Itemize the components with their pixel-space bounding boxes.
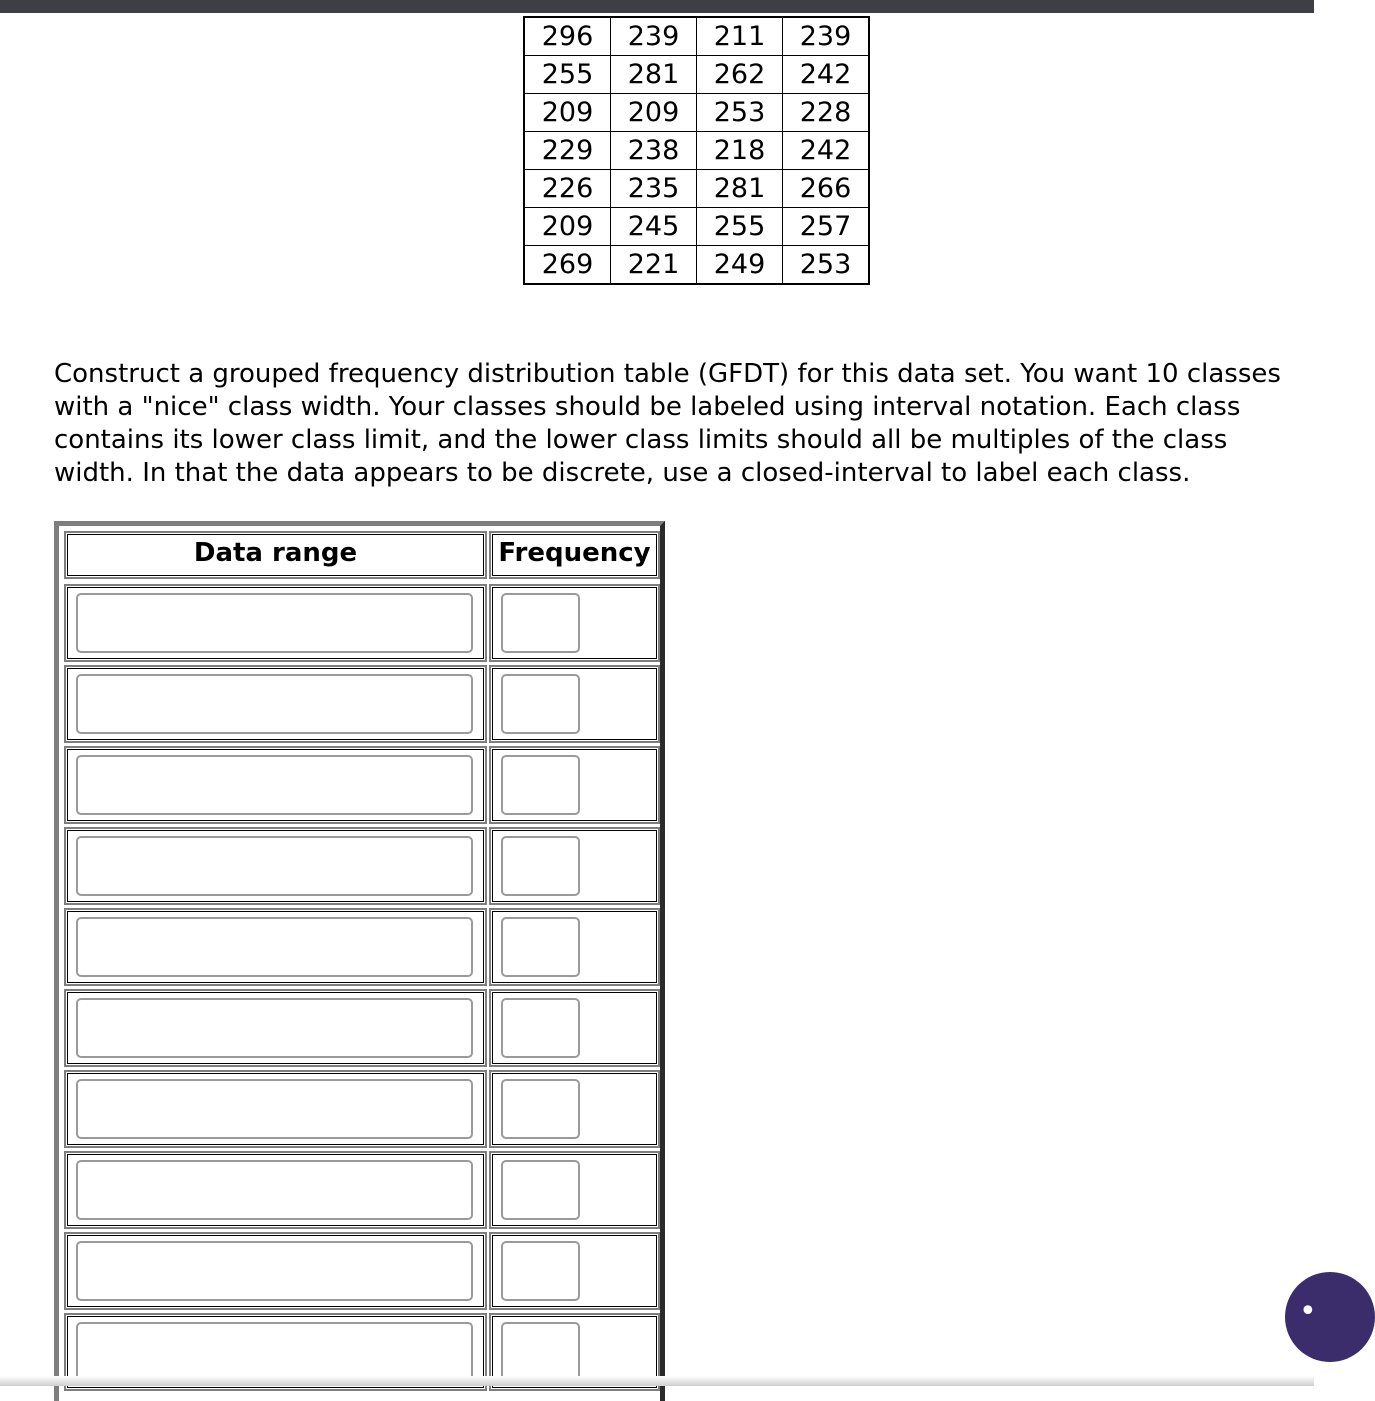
header-data-range: Data range: [64, 531, 487, 579]
data-cell: 218: [697, 132, 783, 170]
frequency-input[interactable]: [501, 755, 580, 815]
data-range-cell: [64, 989, 487, 1067]
chat-icon: •: [1299, 1294, 1317, 1329]
data-cell: 239: [783, 17, 870, 56]
frequency-input[interactable]: [501, 674, 580, 734]
data-cell: 242: [783, 132, 870, 170]
frequency-input[interactable]: [501, 1079, 580, 1139]
data-cell: 269: [524, 246, 611, 285]
data-range-input[interactable]: [76, 917, 473, 977]
data-row: [524, 132, 869, 170]
frequency-cell: [489, 989, 660, 1067]
data-cell: 209: [524, 94, 611, 132]
data-row: [524, 170, 869, 208]
data-range-input[interactable]: [76, 755, 473, 815]
gfdt-table: [54, 521, 665, 1401]
data-cell: 221: [611, 246, 697, 285]
data-range-input[interactable]: [76, 1241, 473, 1301]
data-cell: 262: [697, 56, 783, 94]
frequency-input[interactable]: [501, 998, 580, 1058]
data-cell: 239: [611, 17, 697, 56]
data-cell: 235: [611, 170, 697, 208]
frequency-cell: [489, 908, 660, 986]
data-cell: 226: [524, 170, 611, 208]
data-range-cell: [64, 584, 487, 662]
frequency-cell: [489, 1151, 660, 1229]
frequency-input[interactable]: [501, 1160, 580, 1220]
data-cell: 211: [697, 17, 783, 56]
data-cell: 255: [524, 56, 611, 94]
frequency-cell: [489, 827, 660, 905]
data-cell: 228: [783, 94, 870, 132]
data-range-cell: [64, 827, 487, 905]
data-range-input[interactable]: [76, 1079, 473, 1139]
frequency-input[interactable]: [501, 836, 580, 896]
frequency-input[interactable]: [501, 917, 580, 977]
frequency-cell: [489, 1232, 660, 1310]
data-range-input[interactable]: [76, 1322, 473, 1382]
data-row: [524, 94, 869, 132]
data-cell: 242: [783, 56, 870, 94]
data-range-cell: [64, 665, 487, 743]
data-cell: 238: [611, 132, 697, 170]
page-bottom-fade: [0, 1376, 1314, 1386]
frequency-input[interactable]: [501, 593, 580, 653]
data-row: [524, 246, 869, 285]
data-cell: 249: [697, 246, 783, 285]
data-range-input[interactable]: [76, 593, 473, 653]
data-cell: 266: [783, 170, 870, 208]
browser-top-bar: [0, 0, 1314, 13]
data-range-input[interactable]: [76, 836, 473, 896]
frequency-cell: [489, 1070, 660, 1148]
frequency-cell: [489, 665, 660, 743]
data-cell: 209: [611, 94, 697, 132]
data-row: [524, 17, 869, 56]
frequency-input[interactable]: [501, 1322, 580, 1382]
data-cell: 257: [783, 208, 870, 246]
data-range-cell: [64, 1232, 487, 1310]
data-set-table: [523, 16, 870, 285]
data-cell: 245: [611, 208, 697, 246]
data-cell: 255: [697, 208, 783, 246]
frequency-cell: [489, 746, 660, 824]
data-range-input[interactable]: [76, 674, 473, 734]
data-range-cell: [64, 908, 487, 986]
data-range-input[interactable]: [76, 1160, 473, 1220]
data-cell: 296: [524, 17, 611, 56]
data-row: [524, 208, 869, 246]
data-cell: 281: [697, 170, 783, 208]
instructions-text: Construct a grouped frequency distribution table (GFDT) for this data set. You want 10 classes with a "nice" class width. Your classes should be labeled using interval notation. Each class contains its lower class limit, and the lower class limits should all be multiples of the class width. In that the data appears to be discrete, use a closed-interval to label each class.: [54, 359, 1281, 488]
data-cell: 253: [697, 94, 783, 132]
header-frequency: Frequency: [489, 531, 660, 579]
data-range-cell: [64, 746, 487, 824]
data-range-cell: [64, 1151, 487, 1229]
data-cell: 209: [524, 208, 611, 246]
frequency-input[interactable]: [501, 1241, 580, 1301]
data-row: [524, 56, 869, 94]
data-cell: 253: [783, 246, 870, 285]
data-cell: 281: [611, 56, 697, 94]
data-range-input[interactable]: [76, 998, 473, 1058]
data-cell: 229: [524, 132, 611, 170]
chat-button[interactable]: [1285, 1272, 1375, 1362]
frequency-cell: [489, 584, 660, 662]
data-range-cell: [64, 1070, 487, 1148]
